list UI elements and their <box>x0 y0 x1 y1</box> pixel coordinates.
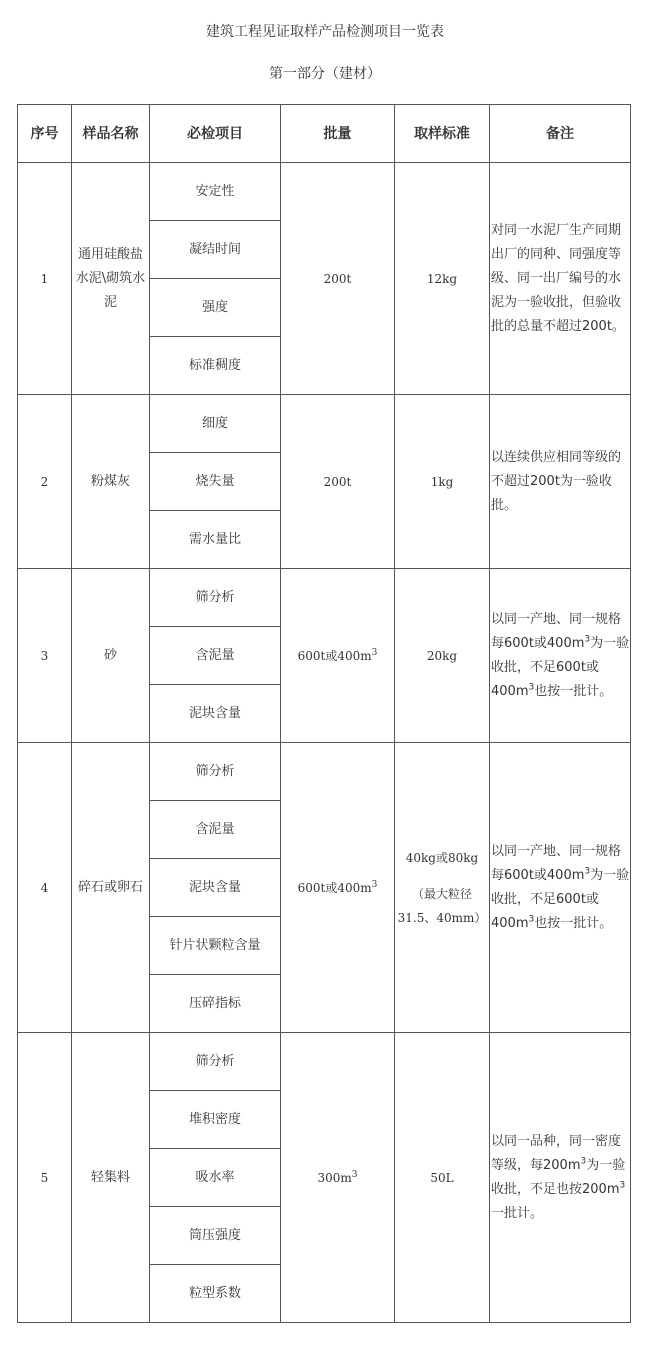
row-item: 泥块含量 <box>150 685 281 743</box>
row-item: 针片状颗粒含量 <box>150 917 281 975</box>
row-item: 含泥量 <box>150 627 281 685</box>
row-sample-name: 粉煤灰 <box>72 395 150 569</box>
row-item: 需水量比 <box>150 511 281 569</box>
row-sample-name: 碎石或卵石 <box>72 743 150 1033</box>
row-sampling: 1kg <box>395 395 490 569</box>
row-item: 筛分析 <box>150 1033 281 1091</box>
row-batch: 600t或$400m^3$ <box>281 743 395 1033</box>
row-item: 凝结时间 <box>150 221 281 279</box>
row-item: 堆积密度 <box>150 1091 281 1149</box>
row-batch: 200t <box>281 163 395 395</box>
row-seq: 5 <box>18 1033 72 1323</box>
row-sample-name: 轻集料 <box>72 1033 150 1323</box>
table-row <box>18 569 631 627</box>
table-row <box>18 395 631 453</box>
row-seq: 3 <box>18 569 72 743</box>
row-item: 含泥量 <box>150 801 281 859</box>
header-row <box>18 105 631 163</box>
row-sampling: 12kg <box>395 163 490 395</box>
table-row <box>18 743 631 801</box>
header-name: 样品名称 <box>72 105 150 163</box>
row-sampling: 40kg或80kg （最大粒径31.5、40mm） <box>395 743 490 1033</box>
row-item: 安定性 <box>150 163 281 221</box>
row-seq: 4 <box>18 743 72 1033</box>
row-item: 标准稠度 <box>150 337 281 395</box>
row-note: 以连续供应相同等级的不超过200t为一验收批。 <box>490 395 631 569</box>
header-batch: 批量 <box>281 105 395 163</box>
row-item: 细度 <box>150 395 281 453</box>
row-batch: 200t <box>281 395 395 569</box>
row-item: 强度 <box>150 279 281 337</box>
table-row <box>18 163 631 221</box>
row-seq: 1 <box>18 163 72 395</box>
table-row <box>18 1033 631 1091</box>
inspection-table <box>17 104 631 1323</box>
row-note: 以同一产地、同一规格每600t或$400m^3$为一验收批，不足600t或$400m^3$也按一批计。 <box>490 569 631 743</box>
row-item: 吸水率 <box>150 1149 281 1207</box>
document-subtitle: 第一部分（建材） <box>269 66 381 82</box>
row-sampling: 20kg <box>395 569 490 743</box>
row-item: 筛分析 <box>150 569 281 627</box>
header-note: 备注 <box>490 105 631 163</box>
row-item: 泥块含量 <box>150 859 281 917</box>
row-sample-name: 砂 <box>72 569 150 743</box>
row-item: 筒压强度 <box>150 1207 281 1265</box>
row-batch: 600t或$400m^3$ <box>281 569 395 743</box>
header-sampling: 取样标准 <box>395 105 490 163</box>
row-note: 以同一品种，同一密度等级，每$200m^3$为一验收批，不足也按$200m^3$一批计。 <box>490 1033 631 1323</box>
row-item: 筛分析 <box>150 743 281 801</box>
header-seq: 序号 <box>18 105 72 163</box>
header-items: 必检项目 <box>150 105 281 163</box>
document-title: 建筑工程见证取样产品检测项目一览表 <box>206 24 444 40</box>
row-batch: $300m^3$ <box>281 1033 395 1323</box>
row-seq: 2 <box>18 395 72 569</box>
row-note: 对同一水泥厂生产同期出厂的同种、同强度等级、同一出厂编号的水泥为一验收批，但验收批的总量不超过200t。 <box>490 163 631 395</box>
row-item: 烧失量 <box>150 453 281 511</box>
row-sampling: 50L <box>395 1033 490 1323</box>
row-sample-name: 通用硅酸盐水泥\砌筑水泥 <box>72 163 150 395</box>
row-item: 粒型系数 <box>150 1265 281 1323</box>
row-item: 压碎指标 <box>150 975 281 1033</box>
row-note: 以同一产地、同一规格每600t或$400m^3$为一验收批，不足600t或$400m^3$也按一批计。 <box>490 743 631 1033</box>
